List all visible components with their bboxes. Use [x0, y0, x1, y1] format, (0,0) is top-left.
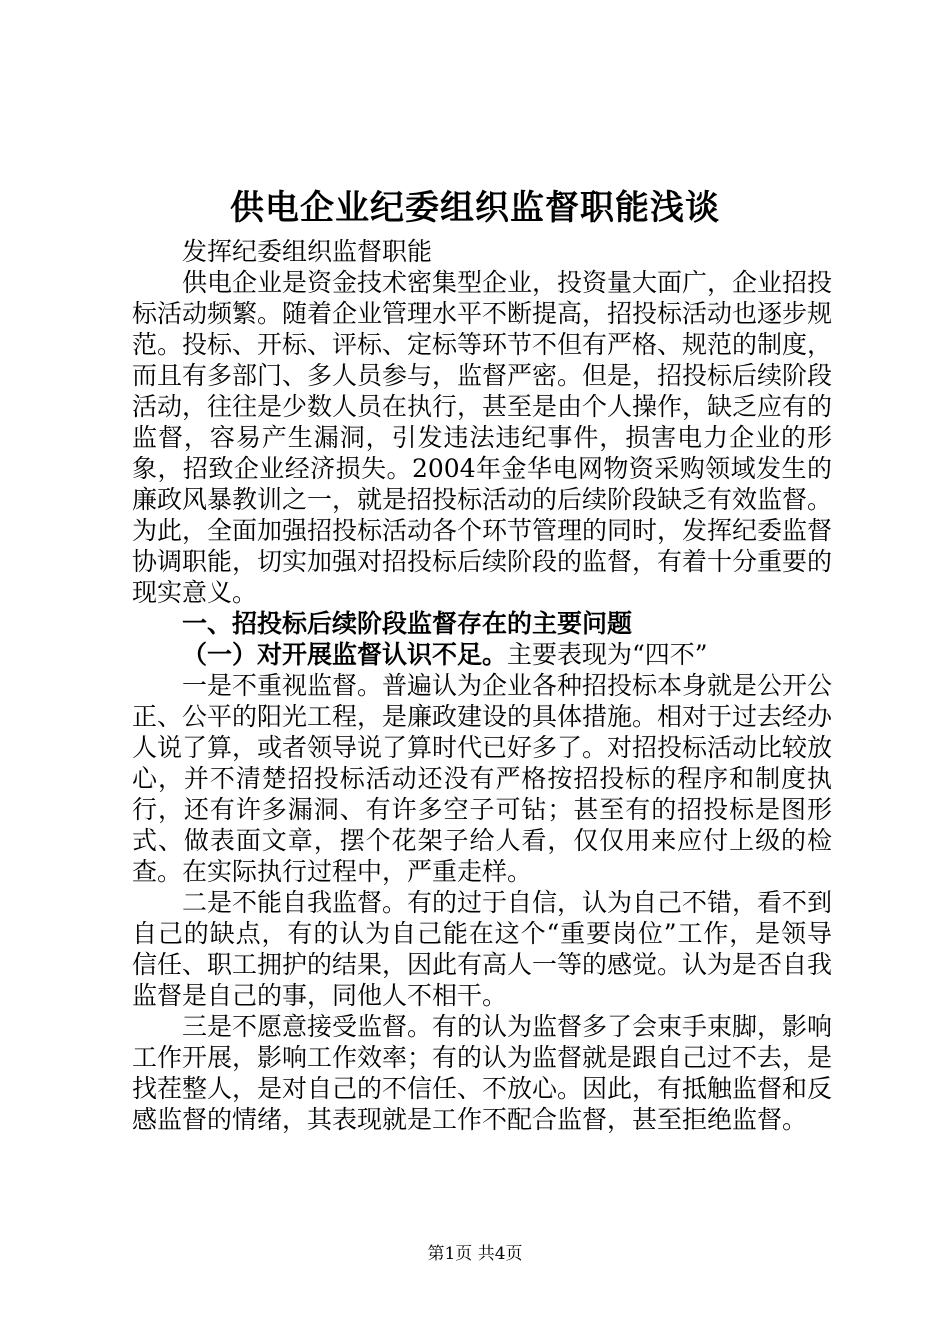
subtitle-paragraph: 发挥纪委组织监督职能 — [182, 237, 433, 266]
point-two-paragraph: 二是不能自我监督。有的过于自信，认为自己不错，看不到自己的缺点，有的认为自己能在这个“重要岗位”工作，是领导信任、职工拥护的结果，因此有高人一等的感觉。认为是否自我监督是自己的事，同他人不相干。 — [132, 888, 833, 1010]
point-one-paragraph: 一是不重视监督。普遍认为企业各种招投标本身就是公开公正、公平的阳光工程，是廉政建设的具体措施。相对于过去经办人说了算，或者领导说了算时代已好多了。对招投标活动比较放心，并不清楚招投标活动还没有严格按招投标的程序和制度执行，还有许多漏洞、有许多空子可钻；甚至有的招投标是图形式、做表面文章，摆个花架子给人看，仅仅用来应付上级的检查。在实际执行过程中，严重走样。 — [132, 671, 833, 886]
subsection-paragraph — [132, 639, 832, 670]
section-heading: 一、招投标后续阶段监督存在的主要问题 — [182, 609, 633, 638]
page-number-footer: 第1页 共4页 — [427, 1244, 523, 1264]
document-title: 供电企业纪委组织监督职能浅谈 — [230, 188, 720, 228]
point-three-paragraph: 三是不愿意接受监督。有的认为监督多了会束手束脚，影响工作开展，影响工作效率；有的认为监督就是跟自己过不去，是找茬整人，是对自己的不信任、不放心。因此，有抵触监督和反感监督的情绪，其表现就是工作不配合监督，甚至拒绝监督。 — [132, 1012, 833, 1134]
subsection-heading: （一）对开展监督认识不足。 — [182, 640, 508, 669]
intro-paragraph: 供电企业是资金技术密集型企业，投资量大面广，企业招投标活动频繁。随着企业管理水平不断提高，招投标活动也逐步规范。投标、开标、评标、定标等环节不但有严格、规范的制度，而且有多部门、多人员参与，监督严密。但是，招投标后续阶段活动，往往是少数人员在执行，甚至是由个人操作，缺乏应有的监督，容易产生漏洞，引发违法违纪事件，损害电力企业的形象，招致企业经济损失。2004年金华电网物资采购领域发生的廉政风暴教训之一，就是招投标活动的后续阶段缺乏有效监督。为此，全面加强招投标活动各个环节管理的同时，发挥纪委监督协调职能，切实加强对招投标后续阶段的监督，有着十分重要的现实意义。 — [132, 268, 833, 607]
subsection-text: 主要表现为“四不” — [507, 640, 708, 669]
document-body — [132, 236, 832, 1135]
